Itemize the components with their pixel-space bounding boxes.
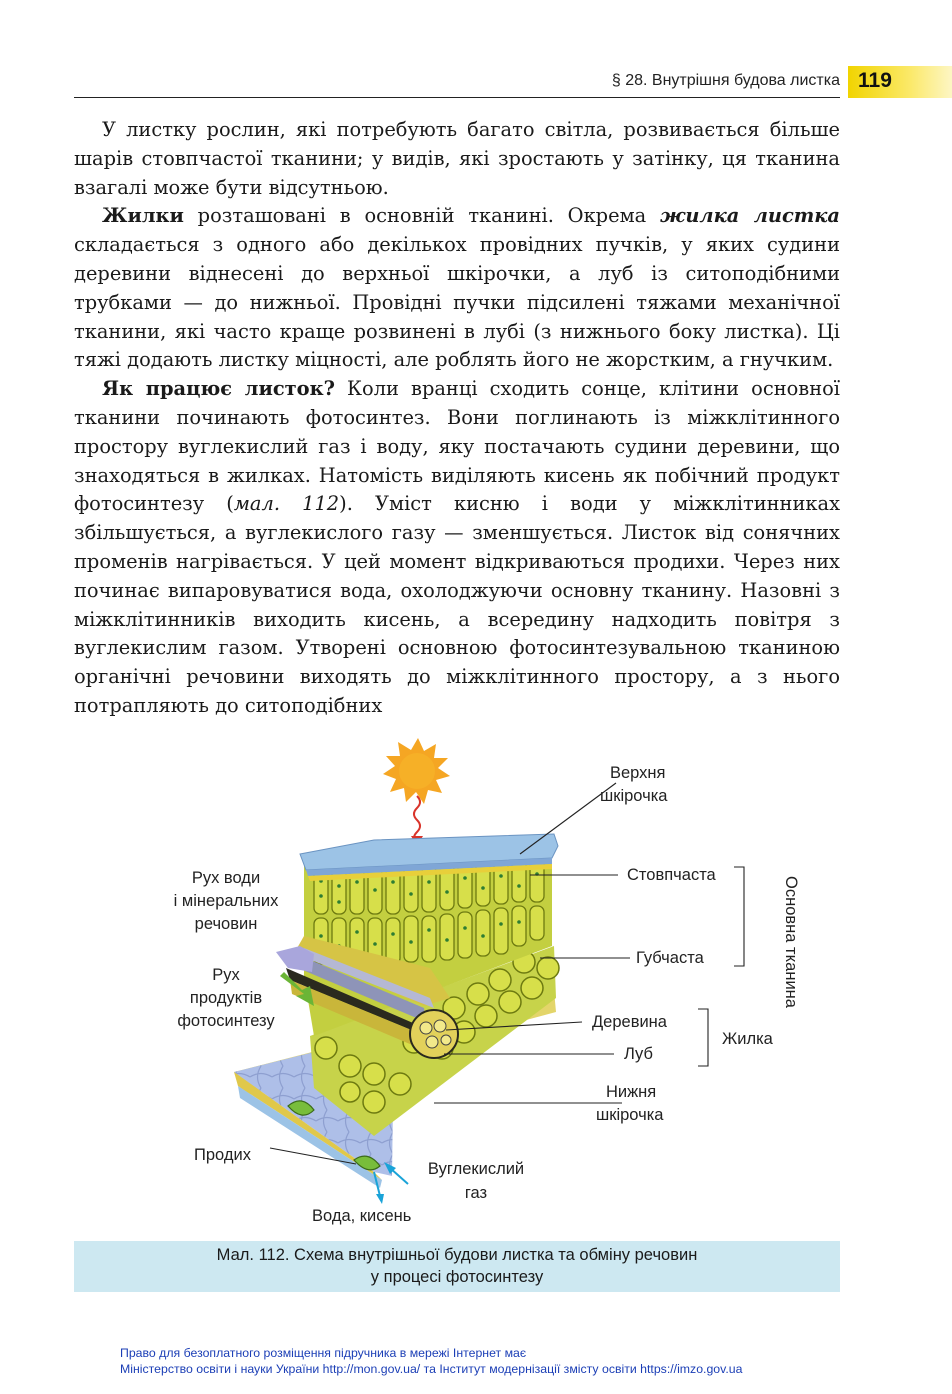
label-products-flow-1: Рух [212, 966, 240, 984]
water-oxygen-arrow [374, 1172, 384, 1204]
label-co2-2: газ [464, 1184, 488, 1202]
paragraph-2 [74, 202, 840, 375]
label-upper-epidermis-1: Верхня [610, 764, 666, 782]
paragraph-3-text-b: ). Уміст кисню і води у міжклітинниках збільшується, а вуглекислого газу — зменшується. Листок від сонячних променів нагрівається. У цей момент відкриваються продихи. Через них починає випаровуватися вода, охолоджуючи основну тканину. Назовні з міжклітинників виходить кисень, а всередину надходить повітря з вуглекислим газом. Утворені основною фотосинтезувальною тканиною органічні речовини виходять до міжклітинного простору, а з нього потрапляють до ситоподібних [74, 492, 840, 717]
label-stoma: Продих [194, 1146, 251, 1164]
label-palisade: Стовпчаста [627, 866, 716, 884]
paragraph-2-text-a: розташовані в основній тканині. Окрема [183, 204, 661, 228]
section-heading-how-leaf-works: Як працює листок? [102, 377, 335, 401]
label-water-oxygen: Вода, кисень [312, 1207, 412, 1225]
label-co2-1: Вуглекислий [427, 1160, 525, 1178]
footer-line-2[interactable]: Міністерство освіти і науки України http://mon.gov.ua/ та Інститут модернізації змісту освіти https://imzo.gov.ua [120, 1362, 743, 1376]
label-water-flow-2: і мінеральних [173, 892, 279, 910]
header-rule [74, 97, 840, 98]
paragraph-3 [74, 375, 840, 721]
caption-line-1: Мал. 112. Схема внутрішньої будови листка та обміну речовин [216, 1246, 698, 1264]
figure-reference[interactable]: мал. 112 [233, 492, 340, 516]
label-lower-epidermis-2: шкірочка [596, 1106, 664, 1124]
page-number: 119 [858, 69, 892, 92]
figure-caption [74, 1241, 840, 1292]
body-text [74, 116, 840, 721]
paragraph-3-text-a: Коли вранці сходить сонце, клітини основної тканини починають фотосинтез. Вони поглинають із міжклітинного простору вуглекислий газ і воду, яку постачають судини деревини, що знаходяться в жилках. Натомість виділяють кисень як побічний продукт фотосинтезу ( [74, 377, 841, 516]
label-upper-epidermis-2: шкірочка [600, 787, 668, 805]
copyright-footer [120, 1345, 742, 1377]
label-phloem: Луб [624, 1045, 653, 1063]
sun-icon [383, 738, 450, 804]
label-xylem: Деревина [592, 1013, 667, 1031]
running-head: § 28. Внутрішня будова листка [611, 72, 840, 89]
label-spongy: Губчаста [636, 949, 704, 967]
label-water-flow-1: Рух води [191, 869, 261, 887]
caption-line-2: у процесі фотосинтезу [370, 1268, 544, 1286]
label-ground-tissue: Основна тканина [782, 876, 800, 1008]
paragraph-1: У листку рослин, які потребують багато світла, розвивається більше шарів стовпчастої тканини; у видів, які зростають у затінку, ця тканина взагалі може бути відсутньою. [74, 118, 840, 199]
term-leaf-vein: жилка листка [660, 204, 840, 228]
label-water-flow-3: речовин [194, 915, 258, 933]
label-products-flow-2: продуктів [189, 989, 263, 1007]
leaf-structure-figure [74, 736, 840, 1241]
label-vein: Жилка [722, 1030, 773, 1048]
label-lower-epidermis-1: Нижня [606, 1083, 657, 1101]
label-products-flow-3: фотосинтезу [177, 1012, 275, 1030]
footer-line-1: Право для безоплатного розміщення підручника в мережі Інтернет має [120, 1346, 527, 1360]
paragraph-2-text-b: складається з одного або декількох провідних пучків, у яких судини деревини віднесені до верхньої шкірочки, а луб із ситоподібними трубками — до нижньої. Провідні пучки підсилені тяжами механічної тканини, які часто краще розвинені в лубі (з нижнього боку листка). Ці тяжі додають листку міцності, але роблять його не жорстким, а гнучким. [74, 233, 840, 372]
term-veins: Жилки [102, 204, 184, 228]
